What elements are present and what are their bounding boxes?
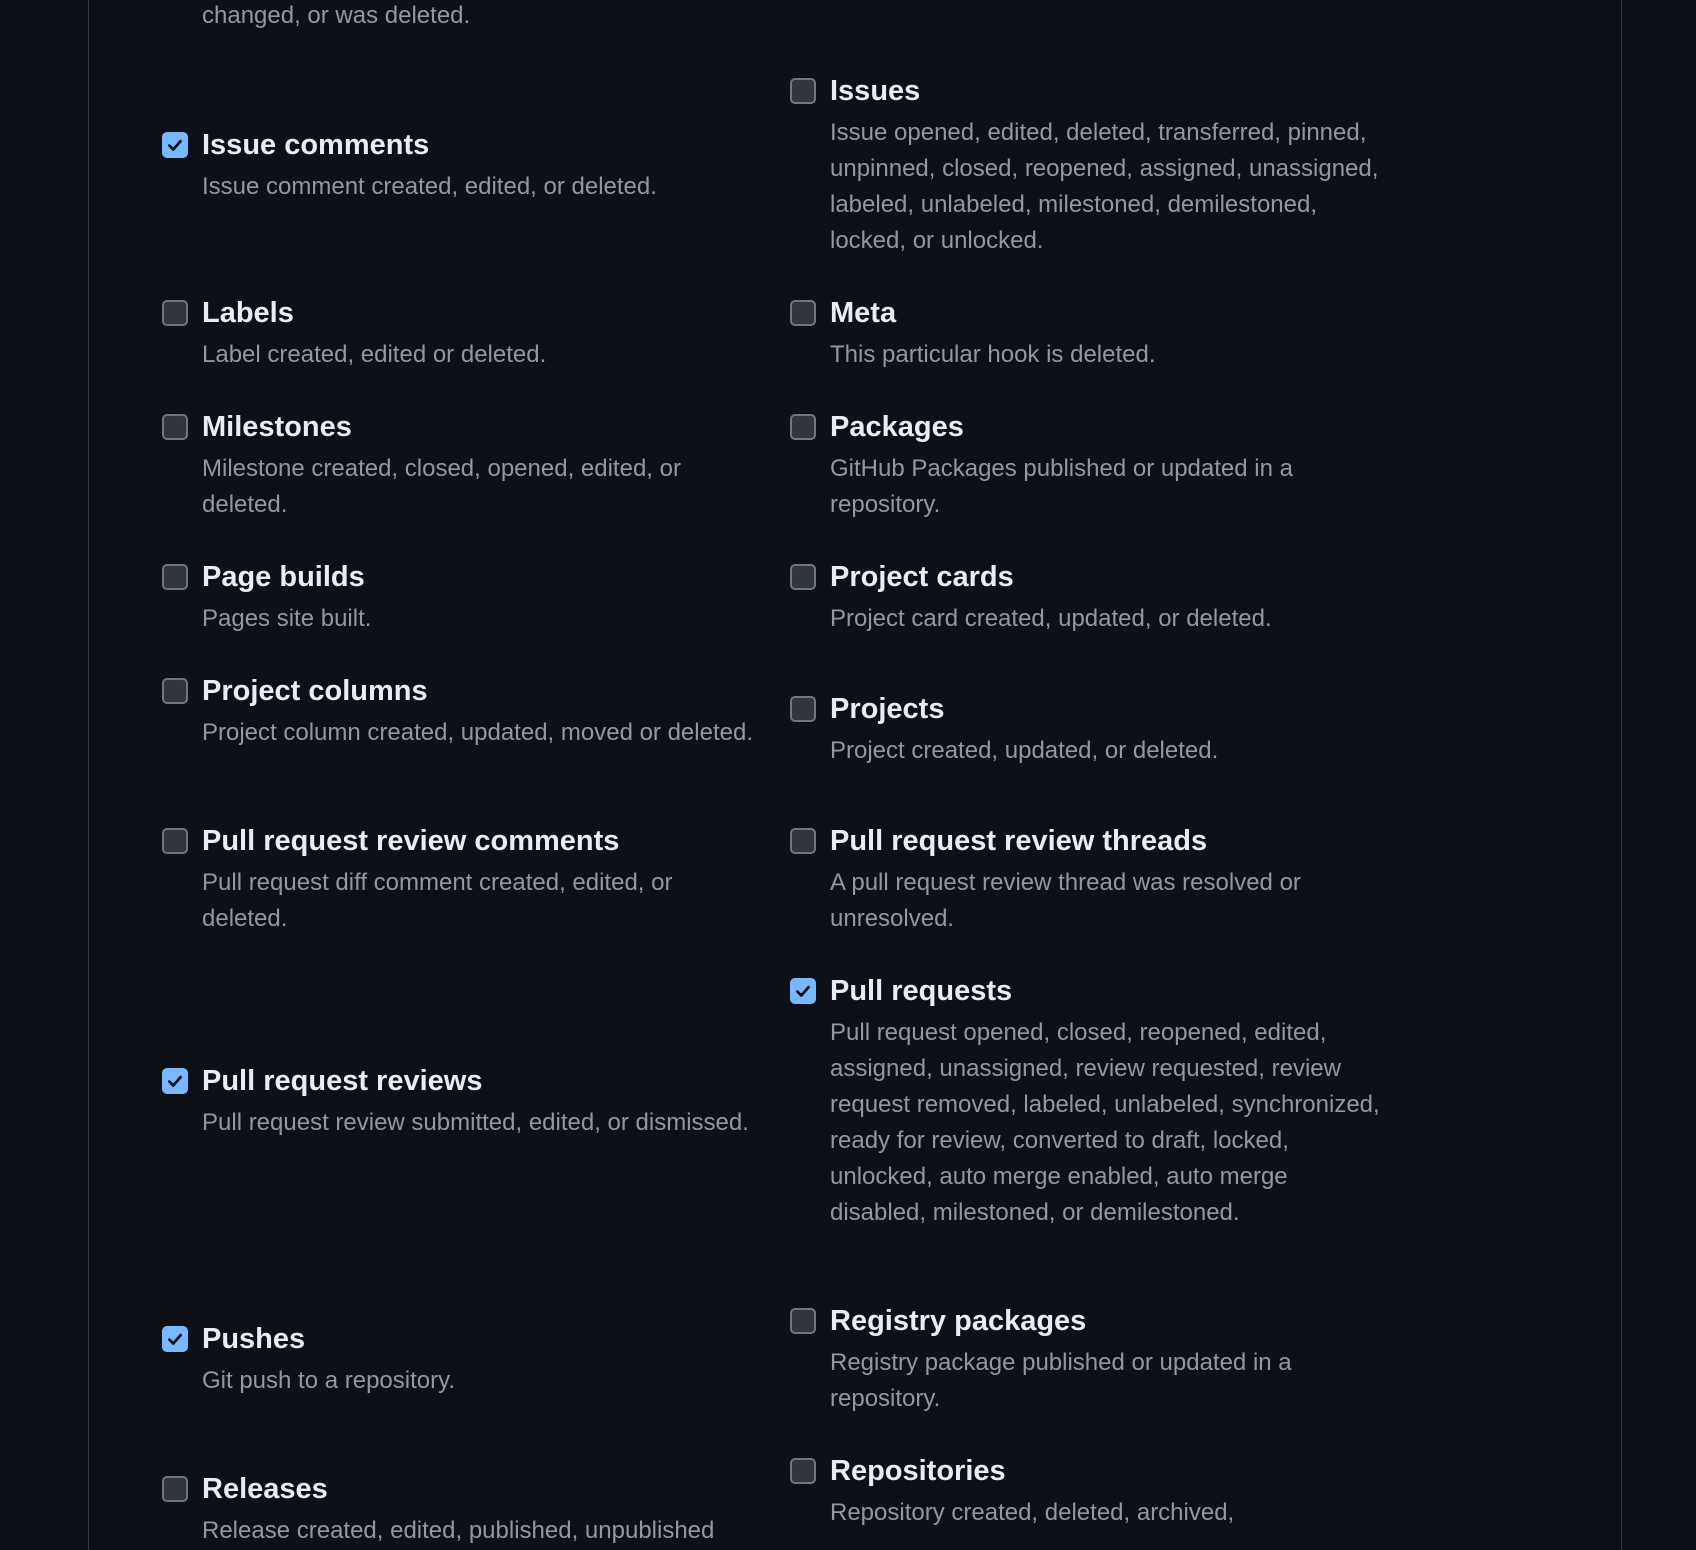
event-description: GitHub Packages published or updated in a repository. [830, 455, 1293, 518]
event-description: Pages site built. [202, 605, 372, 632]
event-title: Project columns [202, 675, 428, 707]
checkmark-icon [166, 136, 184, 154]
packages-checkbox[interactable] [790, 414, 816, 440]
checkmark-icon [166, 1330, 184, 1348]
page-builds-checkbox[interactable] [162, 564, 188, 590]
pull-request-reviews-checkbox[interactable] [162, 1068, 188, 1094]
event-title: Pull requests [830, 975, 1013, 1007]
event-description: Registry package published or updated in a repository. [830, 1349, 1292, 1412]
checkmark-icon [166, 1072, 184, 1090]
issue-comments-checkbox[interactable] [162, 132, 188, 158]
event-title: Registry packages [830, 1305, 1087, 1337]
event-title: Page builds [202, 561, 365, 593]
labels-checkbox[interactable] [162, 300, 188, 326]
checkmark-icon [794, 982, 812, 1000]
event-title: Repositories [830, 1455, 1006, 1487]
event-title: Issues [830, 75, 921, 107]
event-description: Label created, edited or deleted. [202, 341, 547, 368]
issues-checkbox[interactable] [790, 78, 816, 104]
event-description: Milestone created, closed, opened, edited, or deleted. [202, 455, 681, 518]
releases-checkbox[interactable] [162, 1476, 188, 1502]
event-title: Pull request reviews [202, 1065, 483, 1097]
pull-request-review-threads-checkbox[interactable] [790, 828, 816, 854]
event-description: Issue opened, edited, deleted, transferred, pinned, unpinned, closed, reopened, assigned, unassigned, labeled, unlabeled, milestoned, demilestoned, locked, or unlocked. [830, 119, 1379, 254]
event-title: Issue comments [202, 129, 430, 161]
project-cards-checkbox[interactable] [790, 564, 816, 590]
repositories-checkbox[interactable] [790, 1458, 816, 1484]
pushes-checkbox[interactable] [162, 1326, 188, 1352]
event-title: Milestones [202, 411, 352, 443]
event-title: Meta [830, 297, 897, 329]
event-title: Labels [202, 297, 294, 329]
event-title: Packages [830, 411, 964, 443]
event-description: Repository created, deleted, archived, [830, 1499, 1235, 1526]
pull-requests-checkbox[interactable] [790, 978, 816, 1004]
projects-checkbox[interactable] [790, 696, 816, 722]
meta-checkbox[interactable] [790, 300, 816, 326]
event-description: Project card created, updated, or deleted. [830, 605, 1272, 632]
event-description: Pull request diff comment created, edited, or deleted. [202, 869, 673, 932]
event-title: Projects [830, 693, 945, 725]
event-title: Project cards [830, 561, 1014, 593]
event-description: Git push to a repository. [202, 1367, 456, 1394]
event-description: Project column created, updated, moved or deleted. [202, 719, 753, 746]
event-description: Pull request review submitted, edited, or dismissed. [202, 1109, 749, 1136]
event-title: Pushes [202, 1323, 306, 1355]
event-description: Project created, updated, or deleted. [830, 737, 1219, 764]
event-description: Issue comment created, edited, or deleted. [202, 173, 657, 200]
event-title: Pull request review comments [202, 825, 620, 857]
event-description: Release created, edited, published, unpublished [202, 1517, 715, 1544]
project-columns-checkbox[interactable] [162, 678, 188, 704]
milestones-checkbox[interactable] [162, 414, 188, 440]
event-description: This particular hook is deleted. [830, 341, 1156, 368]
event-title: Releases [202, 1473, 328, 1505]
registry-packages-checkbox[interactable] [790, 1308, 816, 1334]
previous-event-description-tail: changed, or was deleted. [202, 2, 471, 29]
event-title: Pull request review threads [830, 825, 1208, 857]
event-description: Pull request opened, closed, reopened, edited, assigned, unassigned, review requested, review request removed, labeled, unlabeled, synchronized, ready for review, converted to draft, locked, unlocked, auto merge enabled, auto merge disabled, milestoned, or demilestoned. [830, 1019, 1380, 1226]
event-description: A pull request review thread was resolved or unresolved. [830, 869, 1301, 932]
pull-request-review-comments-checkbox[interactable] [162, 828, 188, 854]
